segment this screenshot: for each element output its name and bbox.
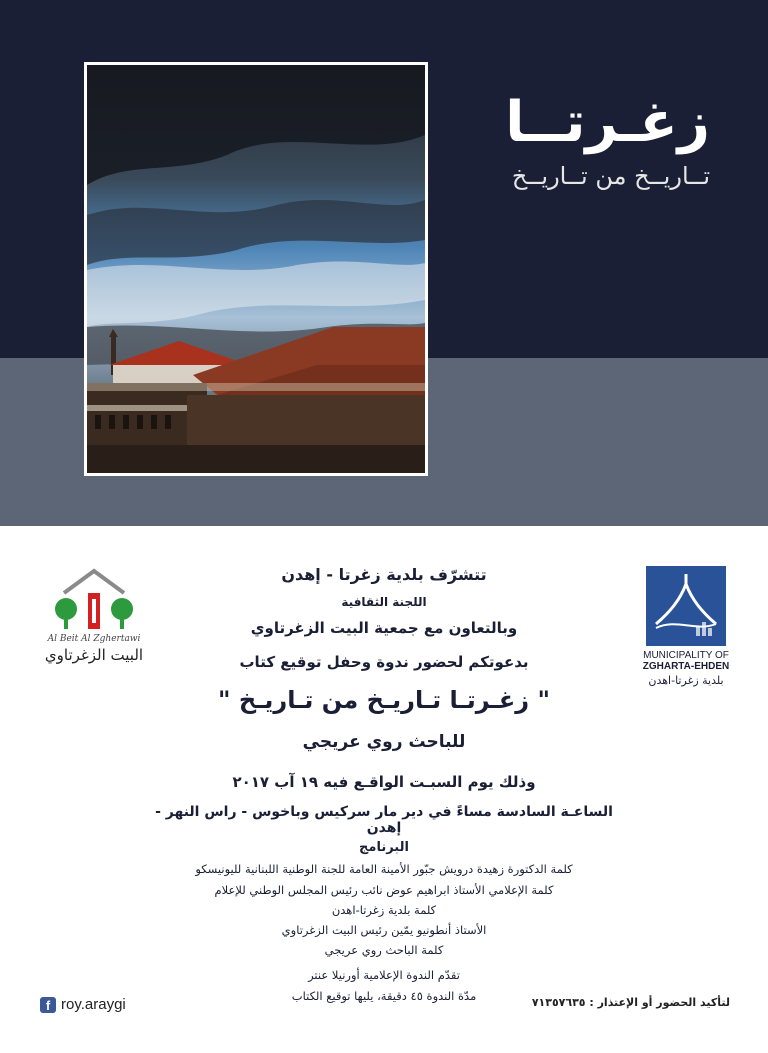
facebook-handle[interactable]: roy.araygi xyxy=(61,996,126,1013)
program-item: كلمة الدكتورة زهيدة درويش جبّور الأمينة العامة للجنة الوطنية اللبنانية لليونيسكو xyxy=(195,862,573,876)
program-item: كلمة بلدية زغرتا-اهدن xyxy=(331,903,437,917)
rsvp-contact: لتأكيد الحضور أو الإعتذار : ٧١٣٥٧٦٣٥ xyxy=(531,996,730,1009)
program-item: كلمة الإعلامي الأستاذ ابراهيم عوض نائب رئيس المجلس الوطني للإعلام xyxy=(214,883,554,897)
cover-photo-frame xyxy=(84,62,428,476)
program-heading: البرنامج xyxy=(359,840,409,855)
book-title-heading: زغـرتــا xyxy=(505,90,710,155)
program-presenter: تقدّم الندوة الإعلامية أورنيلا عنتر xyxy=(308,968,460,982)
invitation-call: بدعوتكم لحضور ندوة وحفل توقيع كتاب xyxy=(239,653,529,671)
program-item: كلمة الباحث روي عريجي xyxy=(324,943,444,957)
beit-zghertawi-logo-ar: البيت الزغرتاوي xyxy=(44,646,144,664)
invitation-time-place: الساعـة السادسة مساءً في دير مار سركيس وباخوس - راس النهر - إهدن xyxy=(155,804,613,836)
municipality-emblem-icon xyxy=(646,566,726,646)
municipality-logo-en xyxy=(626,650,746,672)
program-duration: مدّة الندوة ٤٥ دقيقة، يليها توقيع الكتاب xyxy=(291,989,477,1003)
facebook-icon[interactable]: f xyxy=(40,997,56,1013)
invitation-host: تتشرّف بلدية زغرتا - إهدن xyxy=(281,565,487,584)
municipality-logo-en-line1: MUNICIPALITY OF xyxy=(643,650,729,661)
invitation-author: للباحث روي عريجي xyxy=(302,732,466,752)
invitation-cooperation: وبالتعاون مع جمعية البيت الزغرتاوي xyxy=(250,619,518,637)
municipality-logo-ar: بلدية زغرتا-اهدن xyxy=(648,674,724,687)
invitation-date: وذلك يوم السبـت الواقـع فيه ١٩ آب ٢٠١٧ xyxy=(232,773,536,791)
cover-photo xyxy=(87,65,425,473)
book-subtitle-heading: تــاريــخ من تــاريــخ xyxy=(511,161,710,190)
invitation-book-title: " زغـرتـا تـاريـخ من تـاريـخ " xyxy=(218,686,550,714)
title-block xyxy=(460,92,710,190)
beit-zghertawi-logo-en: Al Beit Al Zghertawi xyxy=(47,634,141,644)
invitation-committee: اللجنة الثقافية xyxy=(341,595,427,609)
municipality-logo-en-line2: ZGHARTA-EHDEN xyxy=(642,661,730,672)
program-item: الأستاذ أنطونيو يمّين رئيس البيت الزغرتاوي xyxy=(281,923,487,937)
municipality-logo xyxy=(646,566,726,646)
house-trees-icon xyxy=(44,565,144,637)
